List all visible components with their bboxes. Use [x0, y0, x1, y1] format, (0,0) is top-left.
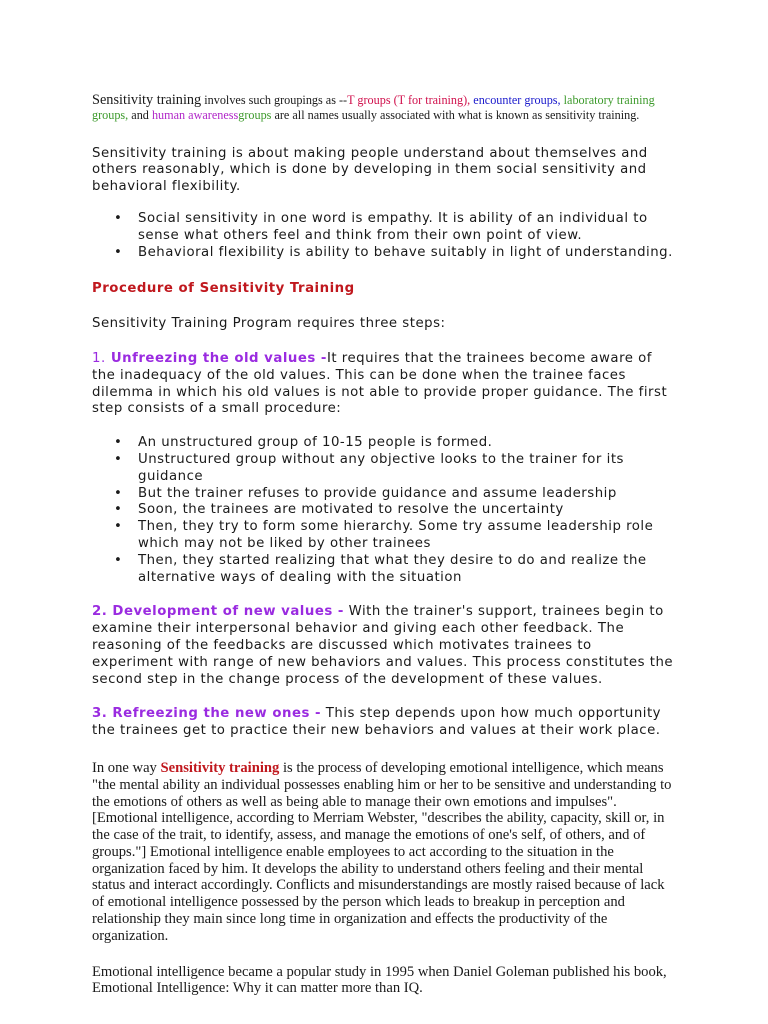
t-groups-link[interactable]: T groups (T for training),: [347, 93, 471, 107]
ei-body: is the process of developing emotional intelligence, which means "the mental ability an individual possesses enabling him or her to be sensitive and understanding to the emotions of others as well as being able to manage their own emotions and impulses". [Emotional intelligence, according to Merriam Webster, "describes the ability, capacity, skill or, in the case of the trait, to identify, assess, and manage the emotions of one's self, of others, and of groups."] Emotional intelligence enable employees to act according to the situation in the organization faced by him. It develops the ability to understand others feeling and their mental status and interact accordingly. Conflicts and misunderstandings are mostly raised because of lack of emotional intelligence possessed by the person which leads to breakup in perception and relationship they main since long time in organization and effects the productivity of the organization.: [92, 759, 672, 944]
step-1-number: 1.: [92, 350, 106, 366]
procedure-heading: Procedure of Sensitivity Training: [92, 281, 355, 297]
intro-text-and: and: [128, 107, 152, 122]
lab-training-link[interactable]: laboratory training groups,: [92, 93, 655, 122]
step-1-bullet-list: [92, 435, 676, 586]
step-1-title: Unfreezing the old values -: [105, 350, 327, 366]
list-item: • Social sensitivity in one word is empathy. It is ability of an individual to sense what others feel and think from their own point of view.: [138, 211, 676, 245]
step-3-body: This step depends upon how much opportunity the trainees get to practice their new behaviors and values at their work place.: [92, 706, 662, 739]
intro-text-1: involves such groupings as --: [201, 93, 348, 107]
encounter-groups-link[interactable]: encounter groups,: [470, 93, 561, 107]
sensitivity-definition-paragraph: Sensitivity training is about making people understand about themselves and others reasonably, which is done by developing in them social sensitivity and behavioral flexibility.: [92, 145, 648, 195]
program-steps-line: Sensitivity Training Program requires three steps:: [92, 316, 446, 332]
definition-bullet-list: [92, 211, 676, 261]
step-1-body: It requires that the trainees become aware of the inadequacy of the old values. This can be done when the trainee faces dilemma in which his old values is not able to provide proper guidance. The first step consists of a small procedure:: [92, 350, 668, 417]
step-1-paragraph: [92, 351, 676, 418]
intro-lead: Sensitivity training: [92, 92, 202, 108]
list-item: • An unstructured group of 10-15 people is formed.: [138, 435, 676, 452]
step-3-title: 3. Refreezing the new ones -: [92, 706, 322, 722]
list-item: • Unstructured group without any objective looks to the trainer for its guidance: [138, 452, 676, 486]
list-item: • Then, they started realizing that what they desire to do and realize the alternative ways of dealing with the situation: [138, 553, 676, 587]
list-item: • Behavioral flexibility is ability to behave suitably in light of understanding.: [138, 245, 676, 262]
list-item: • Soon, the trainees are motivated to resolve the uncertainty: [138, 502, 676, 519]
step-2-title: 2. Development of new values -: [92, 604, 344, 620]
list-item: • But the trainer refuses to provide guidance and assume leadership: [138, 486, 676, 503]
step-3-paragraph: [92, 706, 676, 740]
goleman-paragraph: Emotional intelligence became a popular study in 1995 when Daniel Goleman published his book, Emotional Intelligence: Why it can matter more than IQ.: [92, 963, 667, 997]
list-item: • Then, they try to form some hierarchy. Some try assume leadership role which may not be liked by other trainees: [138, 519, 676, 553]
ei-prefix: In one way: [92, 759, 161, 776]
groups-link[interactable]: groups: [238, 107, 272, 122]
human-awareness-link[interactable]: human awareness: [151, 107, 239, 122]
emotional-intelligence-paragraph: [92, 760, 676, 945]
sensitivity-training-keyword[interactable]: Sensitivity training: [160, 759, 280, 776]
intro-text-2: are all names usually associated with what is known as sensitivity training.: [271, 107, 640, 122]
step-2-body: With the trainer's support, trainees begin to examine their interpersonal behavior and giving each other feedback. The reasoning of the feedbacks are discussed which motivates trainees to experiment with range of new behaviors and values. This process constitutes the second step in the change process of the development of these values.: [92, 604, 674, 687]
intro-paragraph: [92, 0, 676, 123]
step-2-paragraph: [92, 604, 676, 688]
